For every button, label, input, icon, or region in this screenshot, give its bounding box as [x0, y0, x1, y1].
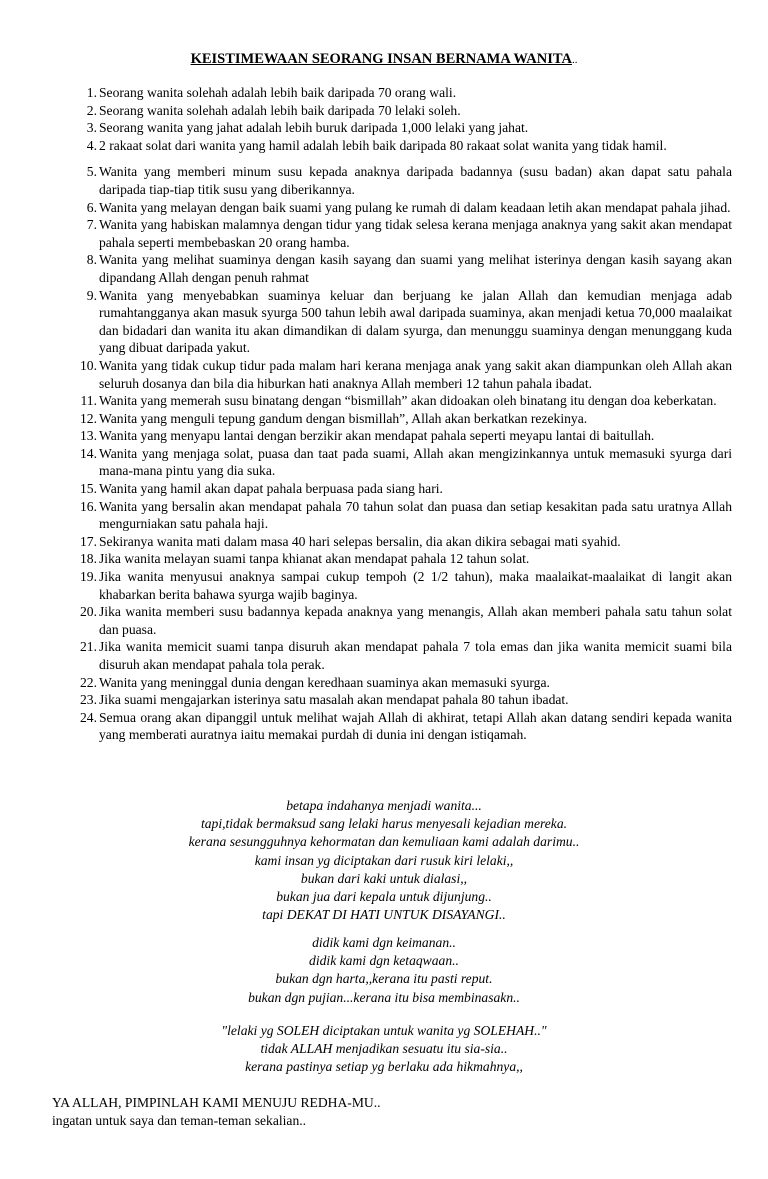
list-item-number: 15.: [80, 481, 97, 497]
list-item: [70, 445, 732, 480]
numbered-list: [70, 84, 732, 744]
list-item-number: 18.: [80, 551, 97, 567]
list-item: [70, 287, 732, 357]
list-item-number: 17.: [80, 533, 97, 549]
list-item-text: Seorang wanita yang jahat adalah lebih buruk daripada 1,000 lelaki yang jahat.: [99, 120, 529, 136]
list-item-text: Wanita yang meninggal dunia dengan keredhaan suaminya akan memasuki syurga.: [99, 674, 550, 690]
list-item-number: 12.: [80, 410, 97, 426]
list-item-number: 21.: [80, 639, 97, 655]
list-item: [70, 498, 732, 533]
list-item-text: Jika wanita memberi susu badannya kepada anaknya yang menangis, Allah akan memberi pahala satu tahun solat dan puasa.: [99, 604, 732, 637]
list-item: [70, 533, 732, 551]
list-item-number: 14.: [80, 445, 97, 461]
closing-block: [52, 1094, 381, 1130]
list-item-text: Jika wanita melayan suami tanpa khianat akan mendapat pahala 12 tahun solat.: [99, 551, 530, 567]
list-item: [70, 119, 732, 137]
poem-line: bukan dari kaki untuk dialasi,,: [300, 870, 468, 886]
list-item-text: Semua orang akan dipanggil untuk melihat wajah Allah di akhirat, tetapi Allah akan datang sendiri kepada wanita yang memberati auratnya iaitu memakai purdah di dunia ini dengan istiqamah.: [99, 709, 732, 743]
list-item-text: Wanita yang menguli tepung gandum dengan bismillah”, Allah akan berkatkan rezekinya.: [99, 410, 588, 426]
list-item-number: 10.: [80, 357, 97, 373]
list-item-number: 16.: [80, 498, 97, 514]
poem-line: bukan jua dari kepala untuk dijunjung..: [276, 889, 492, 905]
poem-line: tidak ALLAH menjadikan sesuatu itu sia-sia..: [260, 1041, 508, 1057]
poem-stanza-3: [0, 1022, 768, 1077]
poem-stanza-2: [0, 934, 768, 1007]
list-item-number: 2.: [86, 102, 97, 118]
poem-line: bukan dgn pujian...kerana itu bisa membinasakn..: [248, 989, 520, 1005]
title-trailing-dots: ..: [571, 54, 578, 66]
list-item-text: Sekiranya wanita mati dalam masa 40 hari selepas bersalin, dia akan dikira sebagai mati syahid.: [99, 533, 621, 549]
list-item-text: Seorang wanita solehah adalah lebih baik daripada 70 orang wali.: [99, 85, 457, 100]
list-item-number: 6.: [86, 199, 97, 215]
list-item: [70, 137, 732, 155]
poem-line: betapa indahanya menjadi wanita...: [286, 798, 482, 813]
list-item: [70, 691, 732, 709]
list-item: [70, 199, 732, 217]
list-item-number: 4.: [86, 137, 97, 153]
list-item: [70, 102, 732, 120]
list-item: [70, 480, 732, 498]
list-item: [70, 550, 732, 568]
poem-line: tapi,tidak bermaksud sang lelaki harus menyesali kejadian mereka.: [200, 816, 568, 832]
poem-line: didik kami dgn ketaqwaan..: [309, 953, 459, 969]
list-item-text: Wanita yang habiskan malamnya dengan tidur yang tidak selesa kerana menjaga anaknya yang sakit akan mendapat pahala seperti membebaskan 20 orang hamba.: [99, 217, 732, 250]
list-item: [70, 568, 732, 603]
poem-line: tapi DEKAT DI HATI UNTUK DISAYANGI..: [262, 907, 506, 923]
title-text: KEISTIMEWAAN SEORANG INSAN BERNAMA WANITA: [190, 51, 572, 67]
poem-line: didik kami dgn keimanan..: [312, 935, 456, 950]
closing-note: ingatan untuk saya dan teman-teman sekalian..: [52, 1113, 307, 1128]
poem-line: kerana sesungguhnya kehormatan dan kemuliaan kami adalah darimu..: [188, 834, 580, 850]
list-item-text: Jika wanita memicit suami tanpa disuruh akan mendapat pahala 7 tola emas dan jika wanita memicit suami bila disuruh akan mendapat pahala tola perak.: [99, 639, 732, 672]
list-item-text: Wanita yang menyapu lantai dengan berzikir akan mendapat pahala seperti meyapu lantai di baitullah.: [99, 428, 655, 444]
closing-prayer: YA ALLAH, PIMPINLAH KAMI MENUJU REDHA-MU..: [52, 1095, 381, 1110]
document-title: [0, 50, 768, 69]
list-item-text: Jika suami mengajarkan isterinya satu masalah akan mendapat pahala 80 tahun ibadat.: [99, 692, 569, 708]
list-item-text: Wanita yang tidak cukup tidur pada malam hari kerana menjaga anak yang sakit akan diampunkan oleh Allah akan seluruh dosanya dan bila dia hiburkan hati anaknya Allah memberi 12 tahun pahala ibadat.: [99, 357, 732, 391]
list-item-text: Wanita yang melihat suaminya dengan kasih sayang dan suami yang melihat isterinya dengan kasih sayang akan dipandang Allah dengan penuh rahmat: [99, 252, 732, 285]
list-item-number: 22.: [80, 674, 97, 690]
list-item-text: Wanita yang memberi minum susu kepada anaknya daripada badannya (susu badan) akan dapat satu pahala daripada tiap-tiap titik susu yang diberikannya.: [99, 164, 732, 197]
list-item-number: 11.: [80, 393, 97, 409]
list-item: [70, 216, 732, 251]
list-item: [70, 603, 732, 638]
list-item-number: 19.: [80, 569, 97, 585]
list-item-text: Wanita yang hamil akan dapat pahala berpuasa pada siang hari.: [99, 481, 443, 497]
list-item-text: Wanita yang menjaga solat, puasa dan taat pada suami, Allah akan mengizinkannya untuk memasuki syurga dari mana-mana pintu yang dia suka.: [99, 445, 732, 479]
poem-line: kami insan yg diciptakan dari rusuk kiri lelaki,,: [254, 852, 514, 868]
list-item: [70, 84, 732, 102]
list-item: [70, 163, 732, 198]
poem-line: kerana pastinya setiap yg berlaku ada hikmahnya,,: [245, 1059, 523, 1075]
list-item: [70, 709, 732, 744]
list-item-text: Wanita yang melayan dengan baik suami yang pulang ke rumah di dalam keadaan letih akan mendapat pahala jihad.: [99, 199, 731, 215]
list-item-text: 2 rakaat solat dari wanita yang hamil adalah lebih baik daripada 80 rakaat solat wanita yang tidak hamil.: [99, 137, 667, 153]
list-item-text: Seorang wanita solehah adalah lebih baik daripada 70 lelaki soleh.: [99, 102, 461, 118]
list-item-text: Wanita yang menyebabkan suaminya keluar dan berjuang ke jalan Allah dan kemudian menjaga adab rumahtangganya akan masuk syurga 500 tahun lebih awal daripada suaminya, akan menjadi ketua 70,000 maalaikat dan bidadari dan wanita itu akan dimandikan di dalam syurga, dan menunggu suaminya dengan menunggang kuda yang dibuat daripada yakut.: [99, 287, 732, 356]
list-item-number: 13.: [80, 428, 97, 444]
list-item: [70, 427, 732, 445]
list-item: [70, 410, 732, 428]
list-item: [70, 251, 732, 286]
list-item-number: 1.: [86, 85, 97, 100]
list-item-text: Wanita yang memerah susu binatang dengan “bismillah” akan didoakan oleh binatang itu dengan doa keberkatan.: [99, 393, 717, 409]
list-item-number: 5.: [86, 164, 97, 180]
list-item-number: 20.: [80, 604, 97, 620]
list-item-number: 3.: [86, 120, 97, 136]
list-item: [70, 357, 732, 392]
list-item-number: 8.: [86, 252, 97, 268]
list-item: [70, 392, 732, 410]
list-item: [70, 674, 732, 692]
list-item-number: 23.: [80, 692, 97, 708]
list-item-number: 7.: [86, 217, 97, 233]
list-item-text: Jika wanita menyusui anaknya sampai cukup tempoh (2 1/2 tahun), maka maalaikat-maalaikat di langit akan khabarkan berita bahawa syurga wajib baginya.: [99, 569, 732, 602]
list-item-number: 24.: [80, 709, 97, 725]
list-item-number: 9.: [86, 287, 97, 303]
poem-line: bukan dgn harta,,kerana itu pasti reput.: [275, 971, 493, 987]
list-item: [70, 638, 732, 673]
list-item-text: Wanita yang bersalin akan mendapat pahala 70 tahun solat dan puasa dan setiap kesakitan pada satu uratnya Allah mengurniakan satu pahala haji.: [99, 498, 732, 532]
poem-stanza-1: [0, 797, 768, 924]
poem-line: "lelaki yg SOLEH diciptakan untuk wanita yg SOLEHAH..": [221, 1023, 547, 1038]
